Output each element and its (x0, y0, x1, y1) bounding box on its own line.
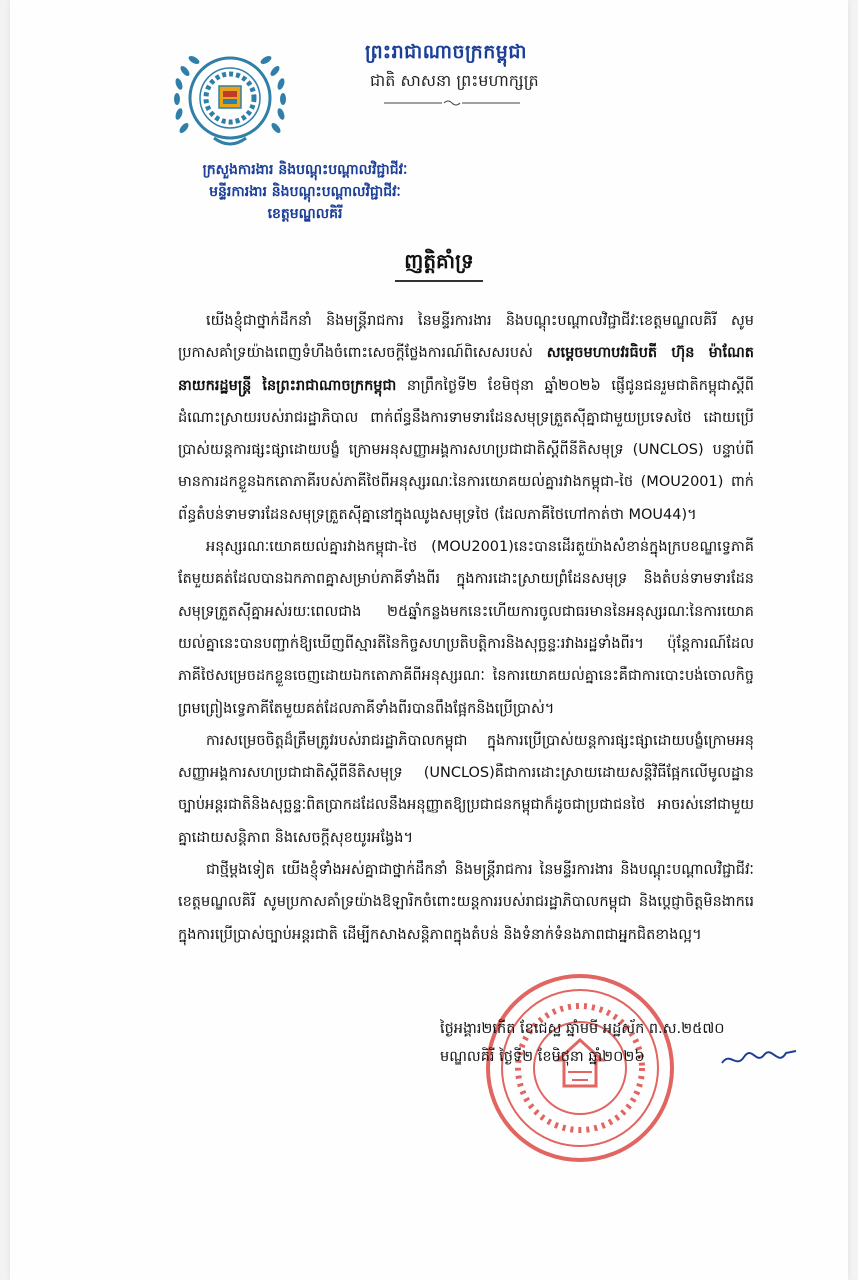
paragraph-text: ការសម្រេចចិត្តដ៏ត្រឹមត្រូវរបស់រាជរដ្ឋាភិបាលកម្ពុជា ក្នុងការប្រើប្រាស់យន្តការផ្សះផ្សាដោយបង្ខំក្រោមអនុសញ្ញាអង្គការសហប្រជាជាតិស្តីពីនីតិសមុទ្រ (UNCLOS)គឺជាការដោះស្រាយដោយសន្តិវិធីផ្អែកលើមូលដ្ឋានច្បាប់អន្តរជាតិនិងសុច្ឆន្ទៈពិតប្រាកដដែលនឹងអនុញ្ញាតឱ្យប្រជាជនកម្ពុជាក៏ដូចជាប្រជាជនថៃ អាចរស់នៅជាមួយគ្នាដោយសន្តិភាព និងសេចក្តីសុខយូរអង្វែង។ (178, 732, 754, 846)
title-underline (395, 280, 483, 282)
department-line: មន្ទីរការងារ និងបណ្តុះបណ្តាលវិជ្ជាជីវៈ (209, 184, 401, 200)
issuing-authority (155, 159, 455, 225)
paragraph (178, 531, 754, 725)
paragraph-text: នាព្រឹកថ្ងៃទី២ ខែមិថុនា ឆ្នាំ២០២៦ ផ្ញើជូនជនរួមជាតិកម្ពុជាស្តីពី ដំណោះស្រាយរបស់រាជរដ្ឋាភិបាល ពាក់ព័ន្ធនឹងការទាមទារដែនសមុទ្រត្រួតស៊ីគ្នាជាមួយប្រទេសថៃ ដោយប្រើប្រាស់យន្តការផ្សះផ្សាដោយបង្ខំ ក្រោមអនុសញ្ញាអង្គការសហប្រជាជាតិស្តីពីនីតិសមុទ្រ (UNCLOS) បន្ទាប់ពីមានការដកខ្លួនឯកតោភាគីរបស់ភាគីថៃពីអនុស្សរណៈនៃការយោគយល់គ្នារវាងកម្ពុជា-ថៃ (MOU2001) ពាក់ព័ន្ធតំបន់ទាមទារដែនសមុទ្រត្រួតស៊ីគ្នានៅក្នុងឈូងសមុទ្រថៃ (ដែលភាគីថៃហៅកាត់ថា MOU44)។ (178, 377, 754, 523)
prime-minister-name: សម្តេចមហាបវរធិបតី ហ៊ុន ម៉ាណែត នាយករដ្ឋមន្ត្រី នៃព្រះរាជាណាចក្រកម្ពុជា (178, 345, 754, 394)
kingdom-heading: ព្រះរាជាណាចក្រកម្ពុជា (365, 41, 527, 63)
paragraph (178, 305, 754, 531)
paragraph (178, 854, 754, 951)
lunar-date: ថ្ងៃអង្គារ២កើត ខែជេស្ឋ ឆ្នាំមមី អដ្ឋស័ក ព.ស.២៥៧០ (440, 1021, 725, 1037)
handwritten-signature (720, 1045, 800, 1073)
document-body (178, 305, 754, 951)
ministry-logo (170, 40, 290, 158)
ministry-line: ក្រសួងការងារ និងបណ្តុះបណ្តាលវិជ្ជាជីវៈ (202, 162, 408, 178)
paragraph-text: ជាថ្មីម្តងទៀត យើងខ្ញុំទាំងអស់គ្នាជាថ្នាក់ដឹកនាំ និងមន្ត្រីរាជការ នៃមន្ទីរការងារ និងបណ្តុះបណ្តាលវិជ្ជាជីវៈខេត្តមណ្ឌលគិរី សូមប្រកាសគាំទ្រយ៉ាងឱឡារិកចំពោះយន្តការរបស់រាជរដ្ឋាភិបាលកម្ពុជា និងប្តេជ្ញាចិត្តមិនងាករេក្នុងការប្រើប្រាស់ច្បាប់អន្តរជាតិ ដើម្បីកសាងសន្តិភាពក្នុងតំបន់ និងទំនាក់ទំនងភាពជាអ្នកជិតខាងល្អ។ (178, 862, 754, 943)
paragraph (178, 725, 754, 854)
paragraph-text: អនុស្សរណៈយោគយល់គ្នារវាងកម្ពុជា-ថៃ (MOU2001)នេះបានដើរតួយ៉ាងសំខាន់ក្នុងក្របខណ្ឌទ្វេភាគីតែមួយគត់ដែលបានឯកភាពគ្នាសម្រាប់ភាគីទាំងពីរ ក្នុងការដោះស្រាយព្រំដែនសមុទ្រ និងតំបន់ទាមទារដែនសមុទ្រត្រួតស៊ីគ្នាអស់រយៈពេលជាង ២៥ឆ្នាំកន្លងមកនេះហើយការចូលជាធរមាននៃអនុស្សរណៈនៃការយោគយល់គ្នានេះបានបញ្ជាក់ឱ្យឃើញពីស្មារតីនៃកិច្ចសហប្រតិបត្តិការនិងសុច្ឆន្ទៈរវាងរដ្ឋទាំងពីរ។ ប៉ុន្តែការណ៍ដែលភាគីថៃសម្រេចដកខ្លួនចេញដោយឯកតោភាគីពីអនុស្សរណៈ នៃការយោគយល់គ្នានេះគឺជាការបោះបង់ចោលកិច្ចព្រមព្រៀងទ្វេភាគីតែមួយគត់ដែលភាគីទាំងពីរបានពឹងផ្អែកនិងប្រើប្រាស់។ (178, 539, 754, 717)
national-motto: ជាតិ សាសនា ព្រះមហាក្សត្រ (370, 71, 539, 90)
paragraph-text: យើងខ្ញុំជាថ្នាក់ដឹកនាំ និងមន្ត្រីរាជការ នៃមន្ទីរការងារ និងបណ្តុះបណ្តាលវិជ្ជាជីវៈខេត្តមណ្ឌលគិរី សូមប្រកាសគាំទ្រយ៉ាងពេញទំហឹងចំពោះសេចក្តីថ្លែងការណ៍ពិសេសរបស់ (178, 313, 754, 362)
document-title: ញត្តិគាំទ្រ (404, 249, 474, 273)
solar-date: មណ្ឌលគិរី ថ្ងៃទី២ ខែមិថុនា ឆ្នាំ២០២៦ (440, 1049, 645, 1065)
province-line: ខេត្តមណ្ឌលគិរី (267, 206, 343, 222)
heading-ornament (382, 99, 522, 107)
document-page (10, 0, 848, 1280)
